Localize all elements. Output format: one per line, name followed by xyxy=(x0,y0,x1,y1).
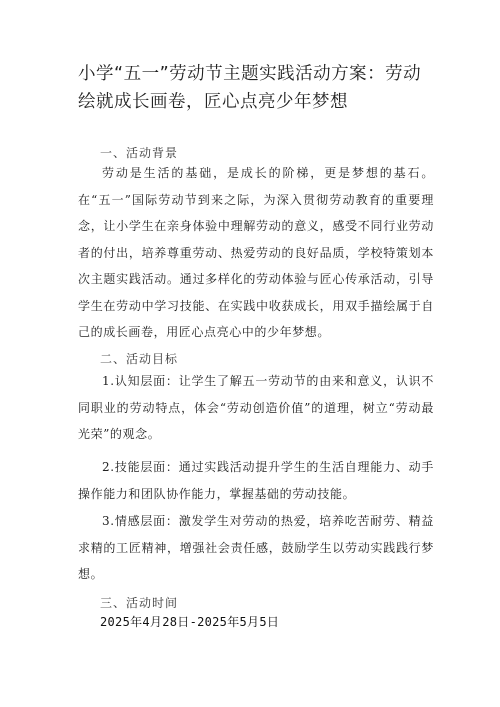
goal-paragraph-emotional: 3.情感层面：激发学生对劳动的热爱，培养吃苦耐劳、精益求精的工匠精神，增强社会责任感，鼓励学生以劳动实践践行梦想。 xyxy=(78,514,434,581)
document-title: 小学“五一”劳动节主题实践活动方案：劳动绘就成长画卷，匠心点亮少年梦想 xyxy=(78,64,422,112)
background-paragraph: 劳动是生活的基础，是成长的阶梯，更是梦想的基石。在“五一”国际劳动节到来之际，为深入贯彻劳动教育的重要理念，让小学生在亲身体验中理解劳动的意义，感受不同行业劳动者的付出，培养尊重劳动、热爱劳动的良好品质，学校特策划本次主题实践活动。通过多样化的劳动体验与匠心传承活动，引导学生在劳动中学习技能、在实践中收获成长，用双手描绘属于自己的成长画卷，用匠心点亮心中的少年梦想。 xyxy=(78,166,434,339)
section-heading-background: 一、活动背景 xyxy=(100,146,179,160)
goal-paragraph-skills: 2.技能层面：通过实践活动提升学生的生活自理能力、动手操作能力和团队协作能力，掌握基础的劳动技能。 xyxy=(78,460,434,501)
section-heading-goals: 二、活动目标 xyxy=(100,352,179,366)
activity-date-range: 2025年4月28日-2025年5月5日 xyxy=(100,615,280,629)
goal-paragraph-cognitive: 1.认知层面：让学生了解五一劳动节的由来和意义，认识不同职业的劳动特点，体会“劳动创造价值”的道理，树立“劳动最光荣”的观念。 xyxy=(78,374,434,441)
section-heading-time: 三、活动时间 xyxy=(100,596,179,610)
